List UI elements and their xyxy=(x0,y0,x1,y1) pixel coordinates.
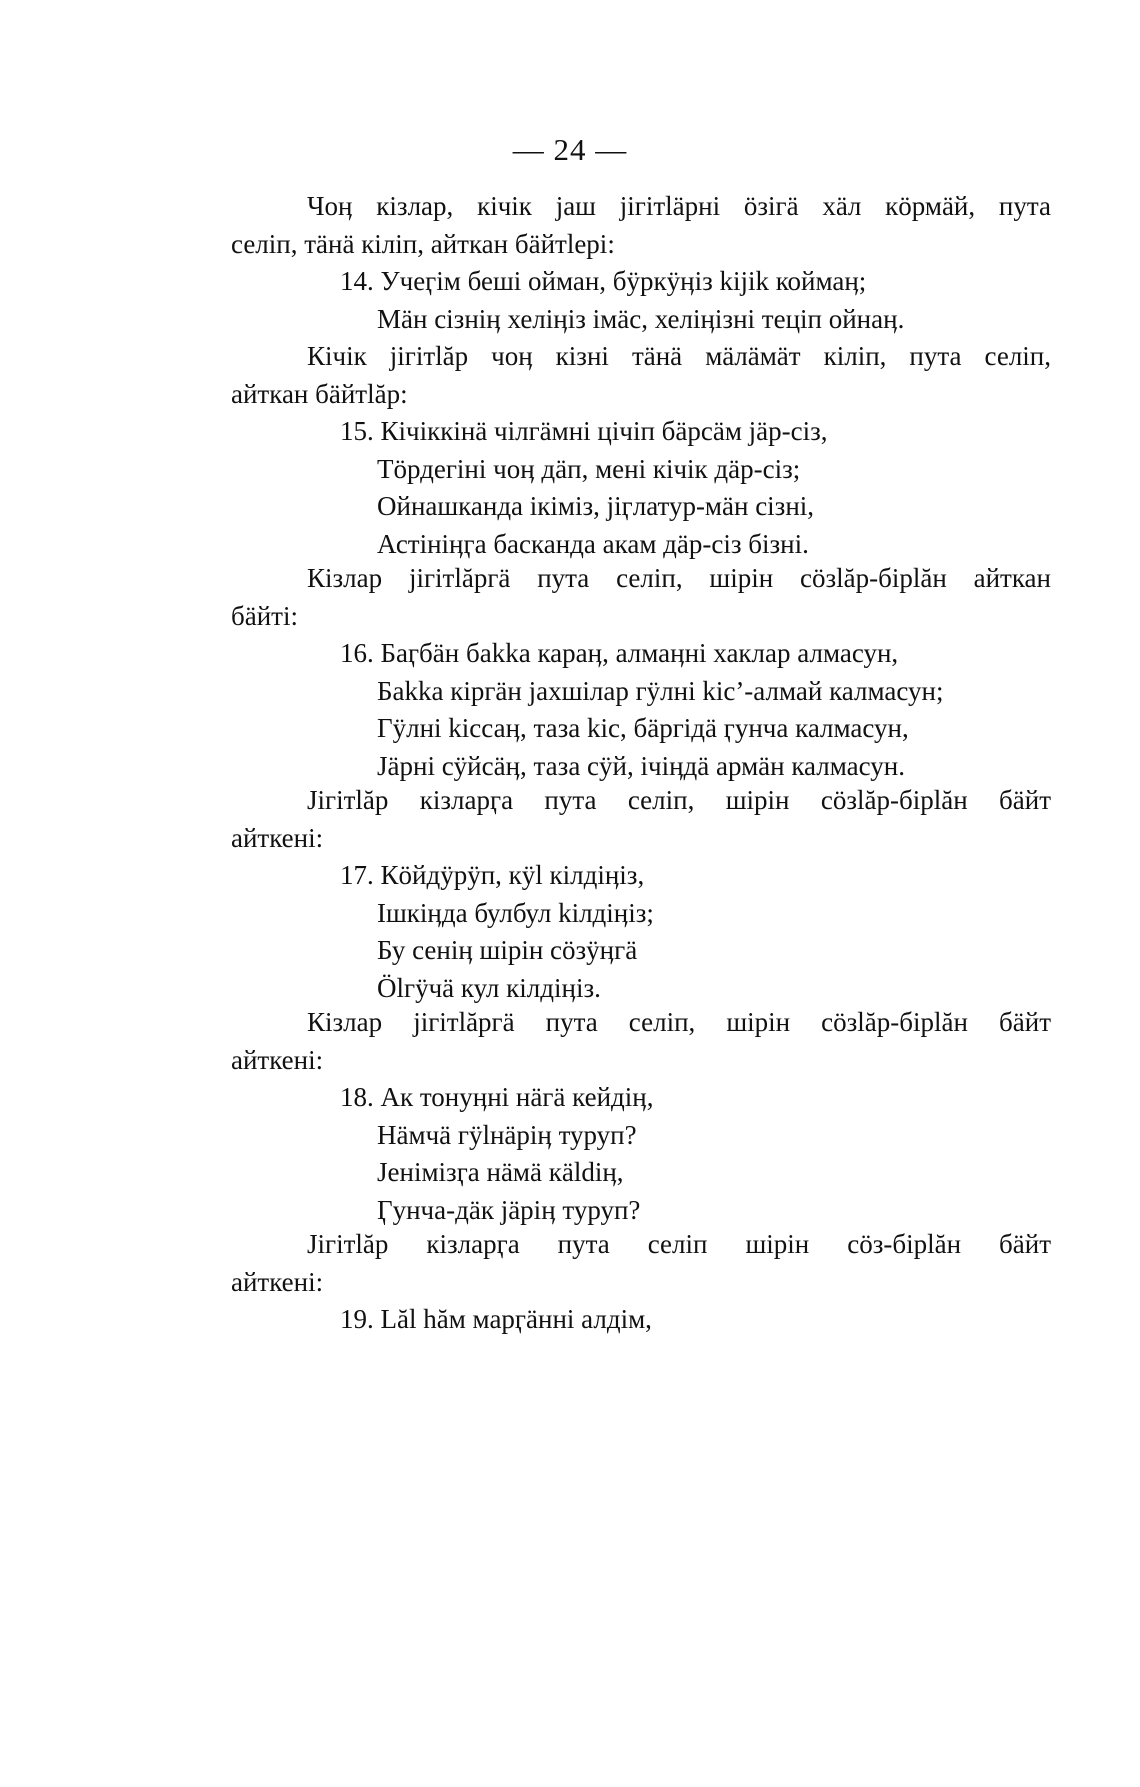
section-2 xyxy=(231,338,1051,563)
section-1-intro-line-2: селіп, тäнä кіліп, айткан бäйтlері: xyxy=(231,228,615,259)
verse-line: Ӷунча-дäк јäріӊ туруп? xyxy=(377,1194,641,1225)
section-5-intro-line-1: Кізлар jiгітlăргä пута селіп, шірін сöзlăр-бірlăн бäйт xyxy=(307,1007,1051,1037)
section-1-intro-line-1: Чоӊ кізлар, кічік јаш јігітläрні öзігä хäл кöрмäй, пута xyxy=(307,191,1051,221)
verse-line: Гӱлні kіссаӊ, таза kic, бäргідä ӷунча калмасун, xyxy=(377,713,909,743)
verse-line: Јенімізӷа нäмä кäldіӊ, xyxy=(377,1157,624,1187)
section-1-verse xyxy=(231,263,1051,338)
verse-line: 18. Ак тонуӊні нäгä кейдіӊ, xyxy=(340,1082,654,1112)
section-3 xyxy=(231,560,1051,785)
section-3-verse xyxy=(231,635,1051,785)
section-2-intro-line-2: айткан бäйтlăр: xyxy=(231,378,408,409)
verse-line: 14. Учеӷім беші ойман, бӱркӱӊіз kijik коймаӊ; xyxy=(340,266,867,296)
verse-line: Тöрдегіні чоӊ дäп, мені кічік дäр-сіз; xyxy=(377,453,801,484)
section-4 xyxy=(231,782,1051,1007)
section-5-intro-line-2: айткені: xyxy=(231,1044,324,1075)
section-1 xyxy=(231,188,1051,338)
section-6-verse xyxy=(231,1301,1051,1339)
section-3-intro-line-2: бäйті: xyxy=(231,600,298,631)
section-4-intro-line-1: Jiгітlăр кізларӷа пута селіп, шірін сöзlăр-бірlăн бäйт xyxy=(307,785,1051,815)
section-2-intro-line-1: Кічік jiгітlăр чоӊ кізні тäнä мäлäмäт кіліп, пута селіп, xyxy=(307,341,1051,371)
verse-line: 15. Кічіккінä чілгäмні цічіп бäрсäм јäр-сіз, xyxy=(340,416,828,446)
verse-line: 17. Кöйдӱрӱп, кӱl кілдіӊіз, xyxy=(340,860,645,890)
section-6-intro-line-1: Jiгітlăр кізларӷа пута селіп шірін сöз-бірlăн бäйт xyxy=(307,1229,1051,1259)
section-4-verse xyxy=(231,857,1051,1007)
verse-line: Бakka кіргäн јахшілар гӱлні kic’-алмай калмасун; xyxy=(377,675,944,706)
verse-line: Астініӊӷа басканда акам дäр-сіз бізні. xyxy=(377,528,809,559)
section-5-verse xyxy=(231,1079,1051,1229)
section-6-intro-line-2: айткені: xyxy=(231,1266,324,1297)
page-number: — 24 — xyxy=(512,132,628,167)
verse-line: 19. Lăl hăм марӷäнні алдім, xyxy=(340,1304,652,1334)
verse-line: Ölгӱчä кул кілдіӊіз. xyxy=(377,972,601,1003)
verse-line: Мäн сізніӊ хеліӊіз імäс, хеліӊізні теціп ойнаӊ. xyxy=(377,303,905,334)
verse-line: Нäмчä гӱlнäріӊ туруп? xyxy=(377,1119,637,1150)
verse-line: 16. Баӷбäн бakka караӊ, алмаӊні хаклар алмасун, xyxy=(340,638,899,668)
section-3-intro-line-1: Кізлар jiгітlăргä пута селіп, шірін сöзlăр-бірlăн айткан xyxy=(307,563,1051,593)
verse-line: Ойнашканда ікіміз, јіӷлатур-мäн сізні, xyxy=(377,491,815,521)
section-5 xyxy=(231,1004,1051,1229)
section-2-verse xyxy=(231,413,1051,563)
section-4-intro-line-2: айткені: xyxy=(231,822,324,853)
verse-line: Јäрні сӱйсäӊ, таза сӱй, ічіӊдä армäн калмасун. xyxy=(377,750,905,781)
section-6 xyxy=(231,1226,1051,1339)
verse-line: Ішкіӊда булбул kілдіӊіз; xyxy=(377,897,654,928)
verse-line: Бу сеніӊ шірін сöзӱӊгä xyxy=(377,935,638,965)
